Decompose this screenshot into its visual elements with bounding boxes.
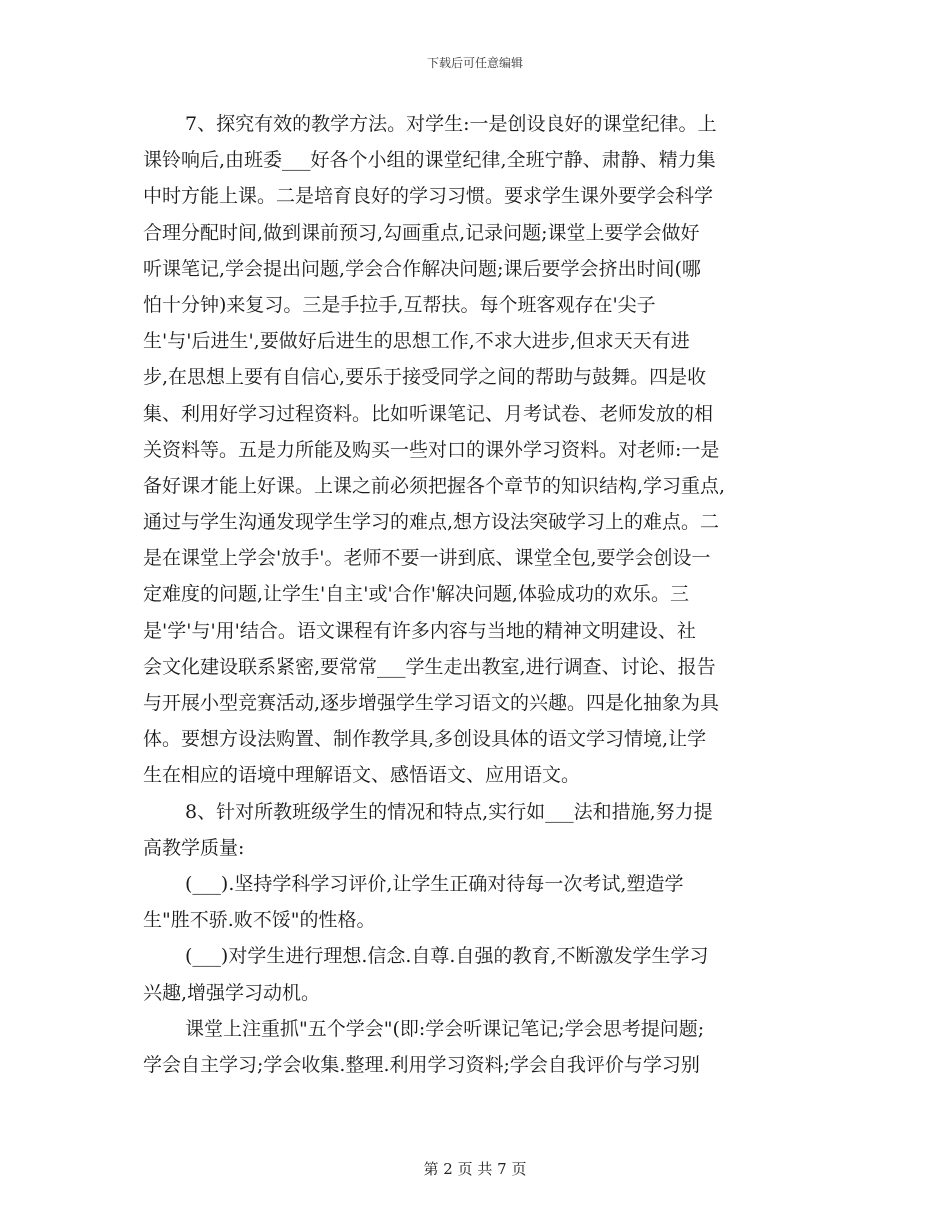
text-line-14: 定难度的问题,让学生'自主'或'合作'解决问题,体验成功的欢乐。三 <box>143 583 689 606</box>
text-line-25: 兴趣,增强学习动机。 <box>143 981 321 1004</box>
text-line-18: 体。要想方设法购置、制作教学具,多创设具体的语文学习情境,让学 <box>143 728 707 751</box>
page-header: 下载后可任意编辑 <box>426 56 523 70</box>
text-line-17: 与开展小型竞赛活动,逐步增强学生学习语文的兴趣。四是化抽象为具 <box>143 692 720 714</box>
text-line-16: 会文化建设联系紧密,要常常___学生走出教室,进行调查、讨论、报告 <box>143 655 716 678</box>
text-line-10: 关资料等。五是力所能及购买一些对口的课外学习资料。对老师:一是 <box>143 438 720 461</box>
text-line-15: 是'学'与'用'结合。语文课程有许多内容与当地的精神文明建设、社 <box>143 619 696 642</box>
page-footer: 第 2 页 共 7 页 <box>423 1160 527 1178</box>
text-line-21: 高教学质量: <box>143 836 245 859</box>
text-line-6: 怕十分钟)来复习。三是手拉手,互帮扶。每个班客观存在'尖子 <box>143 293 656 316</box>
text-line-3: 中时方能上课。二是培育良好的学习习惯。要求学生课外要学会科学 <box>143 185 714 208</box>
text-line-2: 课铃响后,由班委___好各个小组的课堂纪律,全班宁静、肃静、精力集 <box>143 149 716 172</box>
text-line-27: 学会自主学习;学会收集.整理.利用学习资料;学会自我评价与学习别 <box>143 1053 700 1076</box>
text-line-4: 合理分配时间,做到课前预习,勾画重点,记录问题;课堂上要学会做好 <box>143 221 700 244</box>
text-line-9: 集、利用好学习过程资料。比如听课笔记、月考试卷、老师发放的相 <box>143 402 714 425</box>
text-line-19: 生在相应的语境中理解语文、感悟语文、应用语文。 <box>143 764 581 787</box>
text-line-13: 是在课堂上学会'放手'。老师不要一讲到底、课堂全包,要学会创设一 <box>143 547 711 570</box>
text-line-23: 生"胜不骄.败不馁"的性格。 <box>143 909 376 932</box>
text-line-7: 生'与'后进生',要做好后进生的思想工作,不求大进步,但求天天有进 <box>143 330 690 353</box>
text-line-11: 备好课才能上好课。上课之前必须把握各个章节的知识结构,学习重点, <box>143 474 726 497</box>
text-line-5: 听课笔记,学会提出问题,学会合作解决问题;课后要学会挤出时间(哪 <box>143 257 701 280</box>
text-line-24: (___)对学生进行理想.信念.自尊.自强的教育,不断激发学生学习 <box>185 945 709 968</box>
text-line-22: (___).坚持学科学习评价,让学生正确对待每一次考试,塑造学 <box>185 872 684 895</box>
text-line-20: 8、针对所教班级学生的情况和特点,实行如___法和措施,努力提 <box>185 800 713 823</box>
text-line-1: 7、探究有效的教学方法。对学生:一是创设良好的课堂纪律。上 <box>185 113 717 135</box>
text-line-26: 课堂上注重抓"五个学会"(即:学会听课记笔记;学会思考提问题; <box>185 1017 705 1040</box>
text-line-12: 通过与学生沟通发现学生学习的难点,想方设法突破学习上的难点。二 <box>143 511 720 534</box>
document-body <box>143 106 808 1083</box>
text-line-8: 步,在思想上要有自信心,要乐于接受同学之间的帮助与鼓舞。四是收 <box>143 366 707 389</box>
